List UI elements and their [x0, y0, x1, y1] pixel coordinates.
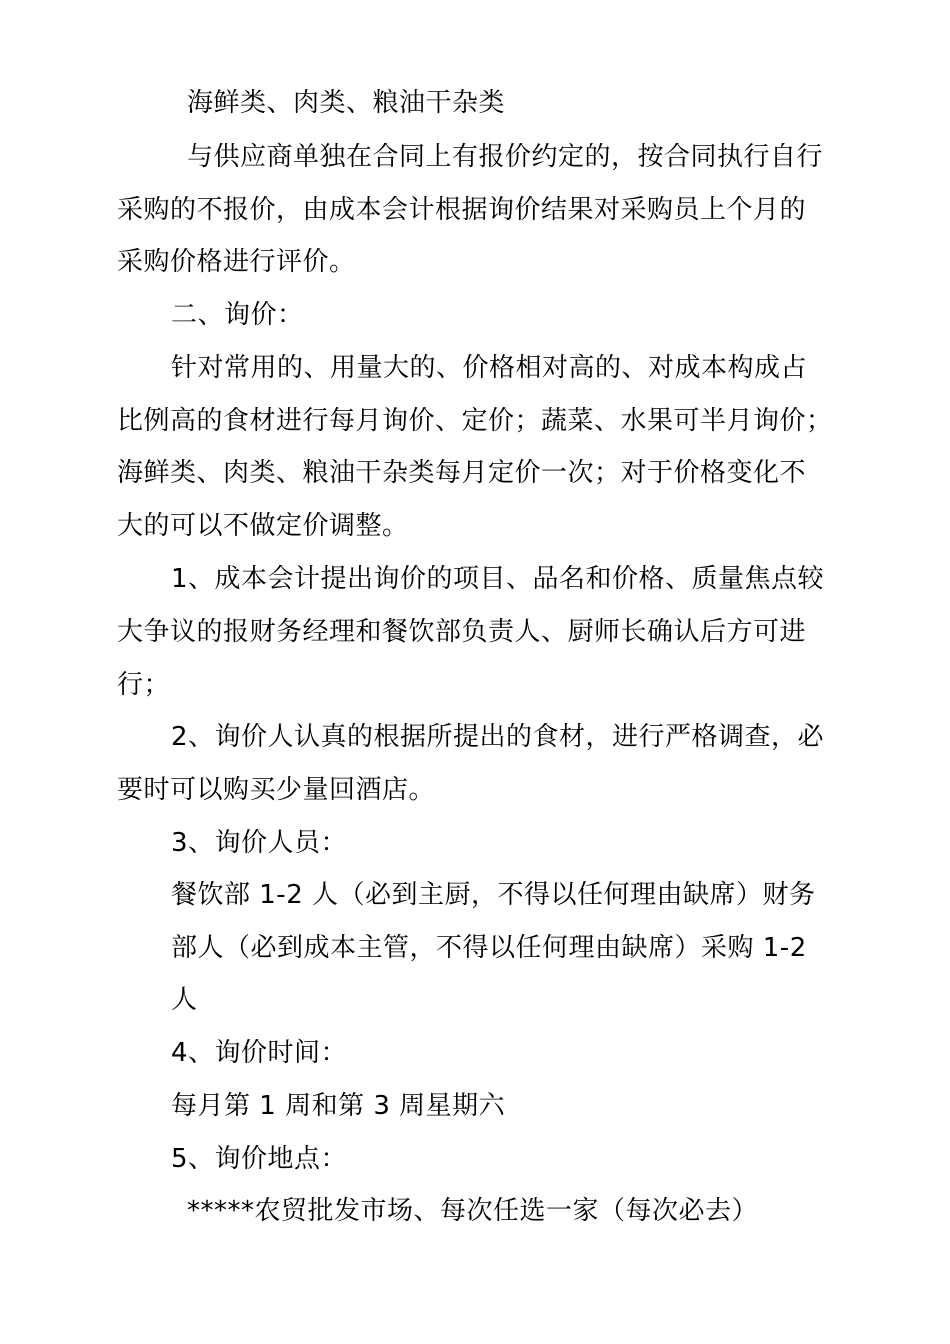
text-line: 比例高的食材进行每月询价、定价；蔬菜、水果可半月询价； — [117, 406, 833, 436]
list-item-2: 2、询价人认真的根据所提出的食材，进行严格调查，必 — [171, 722, 825, 752]
text-line: 餐饮部 1-2 人（必到主厨，不得以任何理由缺席）财务 — [171, 880, 816, 910]
text-line: 采购的不报价，由成本会计根据询价结果对采购员上个月的 — [117, 195, 807, 225]
text-line-category: 海鲜类、肉类、粮油干杂类 — [187, 88, 506, 118]
text-line: *****农贸批发市场、每次任选一家（每次必去） — [187, 1196, 759, 1226]
section-heading-inquiry: 二、询价： — [171, 300, 304, 330]
list-item-5: 5、询价地点： — [171, 1144, 348, 1174]
text-line: 行； — [117, 670, 171, 700]
text-line: 部人（必到成本主管，不得以任何理由缺席）采购 1-2 — [171, 933, 807, 963]
text-line: 针对常用的、用量大的、价格相对高的、对成本构成占 — [171, 353, 808, 383]
text-line: 采购价格进行评价。 — [117, 247, 356, 277]
list-item-3: 3、询价人员： — [171, 828, 348, 858]
text-line: 要时可以购买少量回酒店。 — [117, 775, 436, 805]
text-line-contract-price: 与供应商单独在合同上有报价约定的，按合同执行自行 — [187, 142, 824, 172]
text-line: 人 — [171, 985, 198, 1015]
list-item-4: 4、询价时间： — [171, 1038, 348, 1068]
text-line: 大争议的报财务经理和餐饮部负责人、厨师长确认后方可进 — [117, 617, 807, 647]
text-line: 大的可以不做定价调整。 — [117, 511, 409, 541]
list-item-1: 1、成本会计提出询价的项目、品名和价格、质量焦点较 — [171, 564, 825, 594]
text-line: 每月第 1 周和第 3 周星期六 — [171, 1091, 506, 1121]
text-line: 海鲜类、肉类、粮油干杂类每月定价一次；对于价格变化不 — [117, 458, 807, 488]
